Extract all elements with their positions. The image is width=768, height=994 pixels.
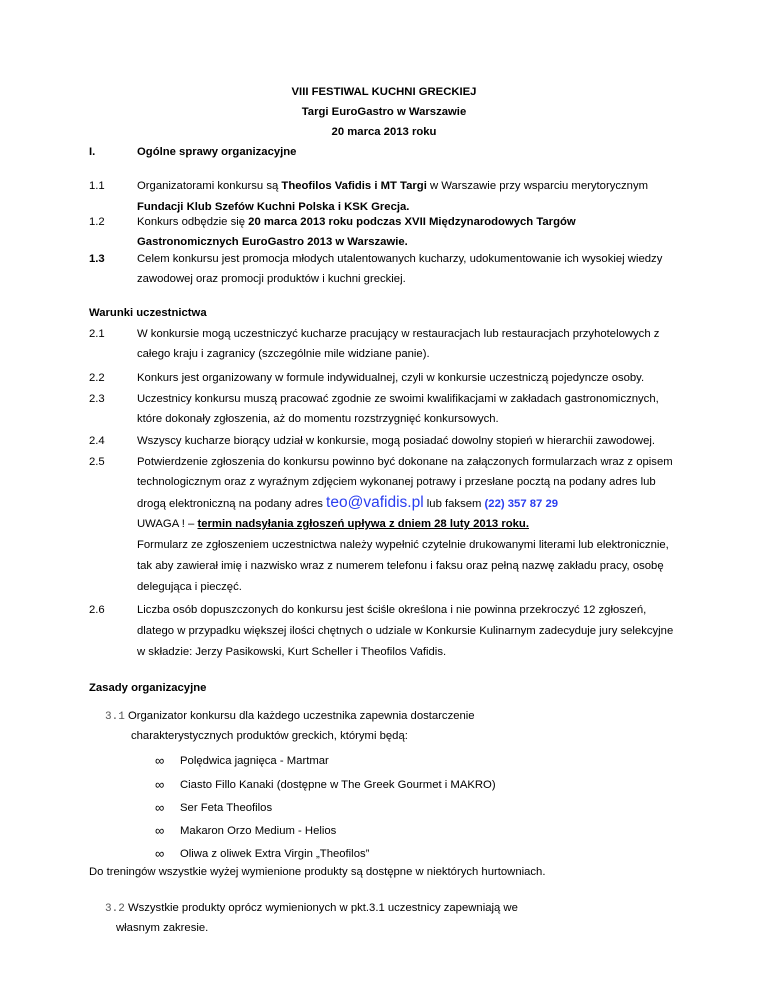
paragraph-2-5-line-3: drogą elektroniczną na podany adres teo@vafidis.pl lub faksem (22) 357 87 29 xyxy=(137,494,559,511)
product-item: Ciasto Fillo Kanaki (dostępne w The Greek Gourmet i MAKRO) xyxy=(180,779,496,791)
document-subtitle: Targi EuroGastro w Warszawie xyxy=(301,106,467,118)
section-1-heading: Ogólne sprawy organizacyjne xyxy=(137,146,297,158)
paragraph-3-1-line-2: charakterystycznych produktów greckich, którymi będą: xyxy=(131,730,408,742)
bullet-icon: ∞ xyxy=(155,753,165,768)
bullet-icon: ∞ xyxy=(155,846,165,861)
paragraph-2-2-number: 2.2 xyxy=(89,372,105,384)
paragraph-2-6-line-2: dlatego w przypadku większej ilości chętnych o udziale w Konkursie Kulinarnym zadecyduje jury selekcyjne xyxy=(137,625,674,637)
section-1-number: I. xyxy=(89,146,96,158)
paragraph-2-2-line-1: Konkurs jest organizowany w formule indywidualnej, czyli w konkursie uczestniczą pojedyncze osoby. xyxy=(137,372,645,384)
paragraph-1-1-line-1: Organizatorami konkursu są Theofilos Vafidis i MT Targi w Warszawie przy wsparciu merytorycznym xyxy=(137,180,649,192)
paragraph-2-3-line-2: które dokonały zgłoszenia, aż do momentu rozstrzygnięć konkursowych. xyxy=(137,413,499,425)
product-item: Makaron Orzo Medium - Helios xyxy=(180,825,337,837)
deadline-notice: UWAGA ! – termin nadsyłania zgłoszeń upływa z dniem 28 luty 2013 roku. xyxy=(137,518,529,530)
paragraph-3-1-number: 3.1 xyxy=(105,711,125,723)
paragraph-1-1-line-2: Fundacji Klub Szefów Kuchni Polska i KSK Grecja. xyxy=(137,201,410,213)
paragraph-2-1-number: 2.1 xyxy=(89,328,105,340)
document-date: 20 marca 2013 roku xyxy=(331,126,437,138)
paragraph-2-4-line-1: Wszyscy kucharze biorący udział w konkursie, mogą posiadać dowolny stopień w hierarchii zawodowej. xyxy=(137,435,656,447)
bullet-icon: ∞ xyxy=(155,823,165,838)
paragraph-2-1-line-1: W konkursie mogą uczestniczyć kucharze pracujący w restauracjach lub restauracjach przyhotelowych z xyxy=(137,328,660,340)
paragraph-1-1-number: 1.1 xyxy=(89,180,105,192)
document-title: VIII FESTIWAL KUCHNI GRECKIEJ xyxy=(291,86,477,98)
bullet-icon: ∞ xyxy=(155,800,165,815)
paragraph-2-3-line-1: Uczestnicy konkursu muszą pracować zgodnie ze swoimi kwalifikacjami w zakładach gastronomicznych, xyxy=(137,393,659,405)
paragraph-2-3-number: 2.3 xyxy=(89,393,105,405)
paragraph-3-2-line-1: 3.2 Wszystkie produkty oprócz wymienionych w pkt.3.1 uczestnicy zapewniają we xyxy=(105,902,518,915)
paragraph-2-6-line-1: Liczba osób dopuszczonych do konkursu jest ściśle określona i nie powinna przekroczyć 12 zgłoszeń, xyxy=(137,604,647,616)
paragraph-1-3-number: 1.3 xyxy=(89,253,105,265)
section-2-heading: Warunki uczestnictwa xyxy=(89,307,207,319)
paragraph-1-2-line-1: Konkurs odbędzie się 20 marca 2013 roku podczas XVII Międzynarodowych Targów xyxy=(137,216,576,228)
paragraph-2-5-line-2: technologicznym oraz z wyraźnym zdjęciem wykonanej potrawy i przesłane pocztą na podany adres lub xyxy=(137,476,656,488)
email-link[interactable]: teo@vafidis.pl xyxy=(326,494,424,511)
product-item: Ser Feta Theofilos xyxy=(180,802,273,814)
paragraph-2-6-line-3: w składzie: Jerzy Pasikowski, Kurt Scheller i Theofilos Vafidis. xyxy=(137,646,447,658)
section-3-heading: Zasady organizacyjne xyxy=(89,682,207,694)
paragraph-2-1-line-2: całego kraju i zagranicy (szczególnie mile widziane panie). xyxy=(137,348,430,360)
product-item: Polędwica jagnięca - Martmar xyxy=(180,755,329,767)
paragraph-2-5-line-7: delegująca i pieczęć. xyxy=(137,581,242,593)
paragraph-2-5-line-6: tak aby zawierał imię i nazwisko wraz z numerem telefonu i faksu oraz pełną nazwę zakładu pracy, osobę xyxy=(137,560,664,572)
paragraph-2-5-number: 2.5 xyxy=(89,456,105,468)
paragraph-1-2-line-2: Gastronomicznych EuroGastro 2013 w Warszawie. xyxy=(137,236,408,248)
paragraph-3-2-line-2: własnym zakresie. xyxy=(116,922,209,934)
paragraph-2-6-number: 2.6 xyxy=(89,604,105,616)
paragraph-2-5-line-1: Potwierdzenie zgłoszenia do konkursu powinno być dokonane na załączonych formularzach wraz z opisem xyxy=(137,456,673,468)
paragraph-2-4-number: 2.4 xyxy=(89,435,105,447)
fax-number: (22) 357 87 29 xyxy=(484,498,559,510)
products-availability-note: Do treningów wszystkie wyżej wymienione produkty są dostępne w niektórych hurtowniach. xyxy=(89,866,546,878)
paragraph-1-3-line-2: zawodowej oraz promocji produktów i kuchni greckiej. xyxy=(137,273,406,285)
paragraph-2-5-line-5: Formularz ze zgłoszeniem uczestnictwa należy wypełnić czytelnie drukowanymi literami lub elektronicznie, xyxy=(137,539,669,551)
product-item: Oliwa z oliwek Extra Virgin „Theofilos” xyxy=(180,848,370,860)
paragraph-1-2-number: 1.2 xyxy=(89,216,105,228)
paragraph-3-1-line-1: 3.1 Organizator konkursu dla każdego uczestnika zapewnia dostarczenie xyxy=(105,710,475,723)
bullet-icon: ∞ xyxy=(155,777,165,792)
paragraph-3-2-number: 3.2 xyxy=(105,903,125,915)
paragraph-1-3-line-1: Celem konkursu jest promocja młodych utalentowanych kucharzy, udokumentowanie ich wysokiej wiedzy xyxy=(137,253,663,265)
